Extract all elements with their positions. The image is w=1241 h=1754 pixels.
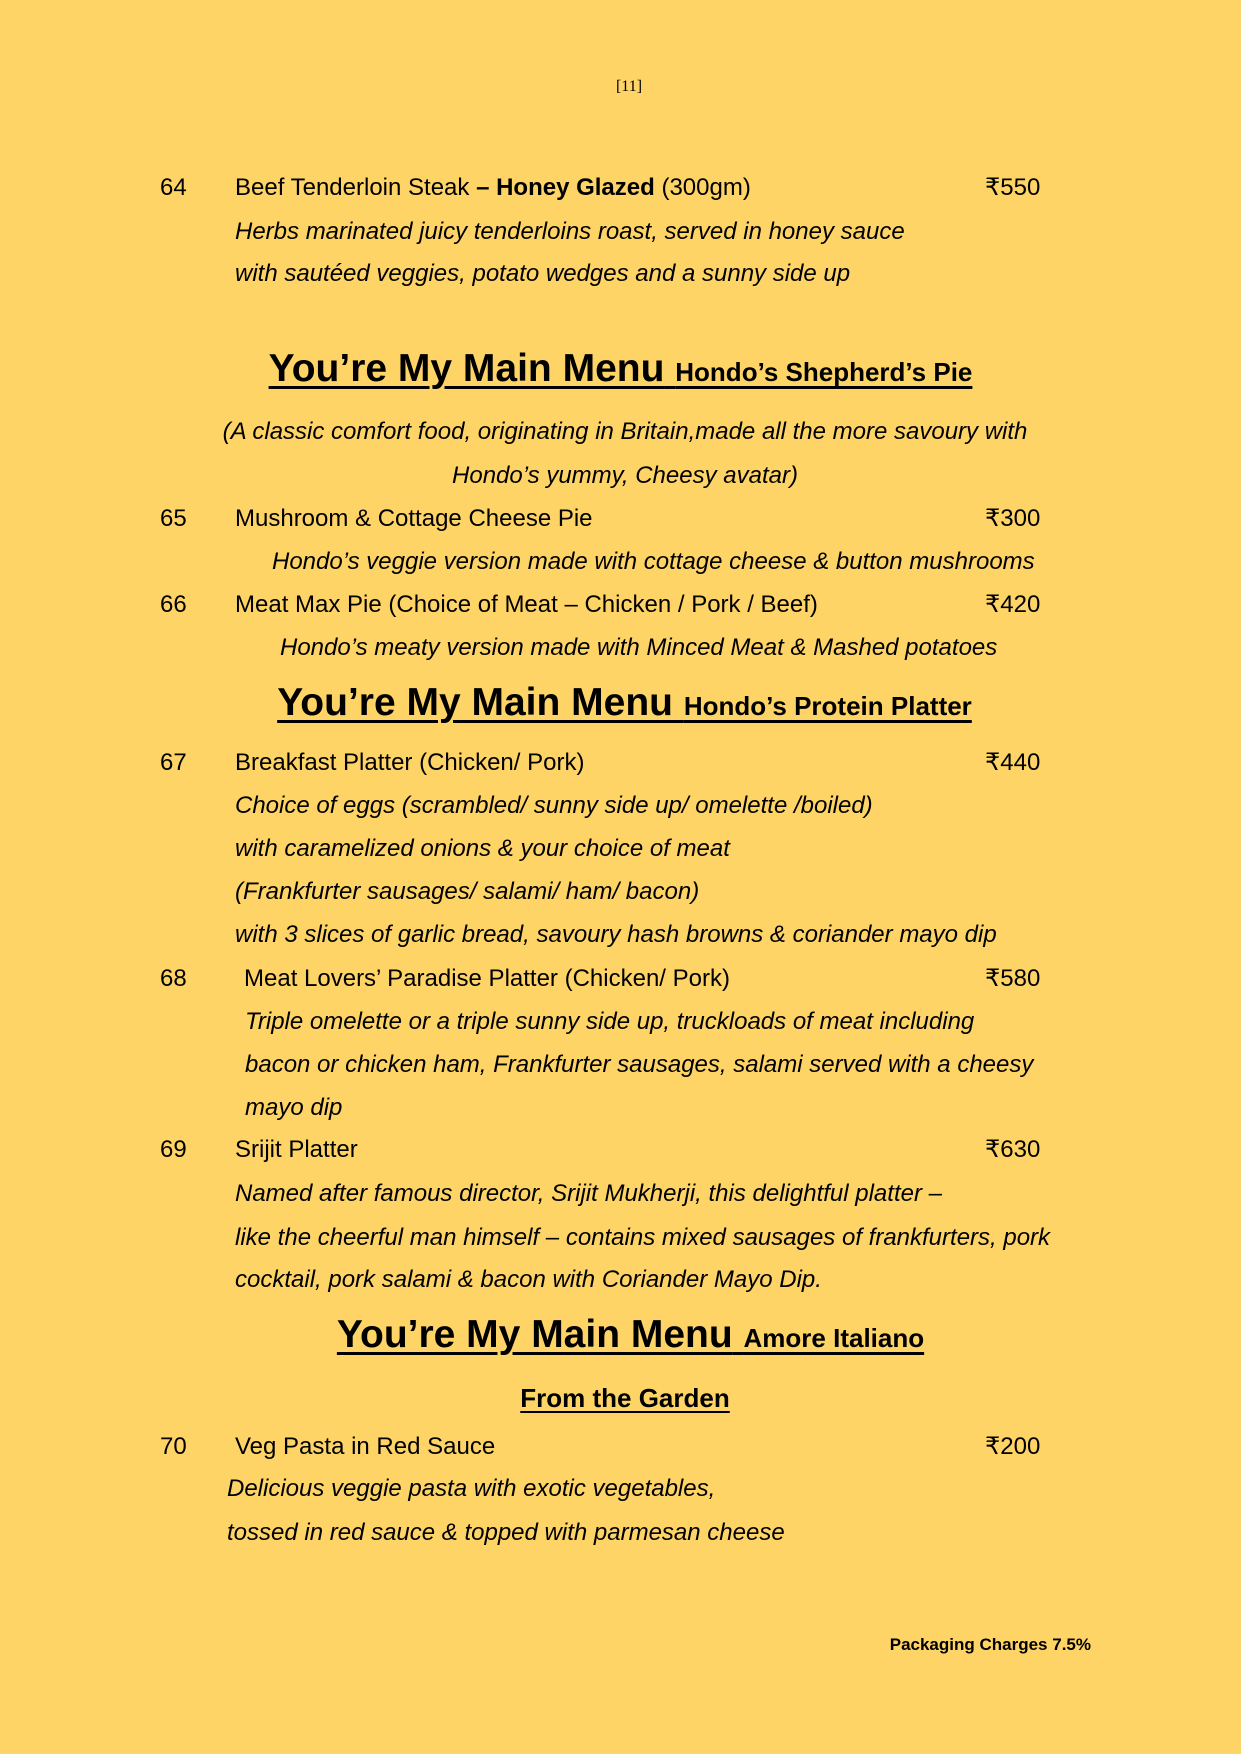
item-description: (Frankfurter sausages/ salami/ ham/ bacon) <box>235 878 700 905</box>
section-heading <box>0 345 1241 396</box>
item-description: Choice of eggs (scrambled/ sunny side up/ omelette /boiled) <box>235 792 873 819</box>
item-description: with sautéed veggies, potato wedges and a sunny side up <box>235 260 851 287</box>
item-description: tossed in red sauce & topped with parmesan cheese <box>227 1519 785 1546</box>
section-title: You’re My Main Menu <box>277 681 673 724</box>
item-description: cocktail, pork salami & bacon with Coriander Mayo Dip. <box>235 1266 822 1293</box>
item-price: ₹550 <box>985 174 1041 201</box>
section-intro: Hondo’s yummy, Cheesy avatar) <box>452 462 798 489</box>
item-number: 67 <box>160 749 187 776</box>
item-name: Breakfast Platter (Chicken/ Pork) <box>235 749 585 776</box>
item-description: with 3 slices of garlic bread, savoury hash browns & coriander mayo dip <box>235 921 997 948</box>
item-description: with caramelized onions & your choice of meat <box>235 835 730 862</box>
item-number: 70 <box>160 1433 187 1460</box>
item-name: Veg Pasta in Red Sauce <box>235 1433 496 1460</box>
item-price: ₹420 <box>985 591 1041 618</box>
subsection-heading: From the Garden <box>520 1383 730 1413</box>
item-name: Mushroom & Cottage Cheese Pie <box>235 505 593 532</box>
section-title: You’re My Main Menu <box>268 347 665 390</box>
item-name: Srijit Platter <box>235 1136 358 1163</box>
item-number: 66 <box>160 591 187 618</box>
section-subtitle: Amore Italiano <box>743 1323 925 1353</box>
item-description: Hondo’s veggie version made with cottage cheese & button mushrooms <box>272 548 1035 575</box>
item-description: Herbs marinated juicy tenderloins roast, served in honey sauce <box>235 218 905 245</box>
section-subtitle: Hondo’s Protein Platter <box>683 691 972 721</box>
section-heading <box>10 1311 1241 1362</box>
item-number: 68 <box>160 965 187 992</box>
page-number: [11] <box>615 78 643 95</box>
item-price: ₹580 <box>985 965 1041 992</box>
item-description: bacon or chicken ham, Frankfurter sausages, salami served with a cheesy <box>245 1051 1034 1078</box>
packaging-charges-note: Packaging Charges 7.5% <box>889 1635 1091 1654</box>
item-price: ₹200 <box>985 1433 1041 1460</box>
section-subtitle: Hondo’s Shepherd’s Pie <box>675 357 973 387</box>
item-price: ₹630 <box>985 1136 1041 1163</box>
section-intro: (A classic comfort food, originating in Britain,made all the more savoury with <box>222 418 1028 445</box>
item-name: Meat Lovers’ Paradise Platter (Chicken/ Pork) <box>244 965 730 992</box>
item-price: ₹300 <box>985 505 1041 532</box>
item-name-part: Beef Tenderloin Steak <box>235 174 477 201</box>
item-price: ₹440 <box>985 749 1041 776</box>
item-number: 64 <box>160 174 187 201</box>
item-description: Hondo’s meaty version made with Minced Meat & Mashed potatoes <box>280 634 998 661</box>
item-description: like the cheerful man himself – contains mixed sausages of frankfurters, pork <box>235 1224 1051 1251</box>
item-name-bold: – Honey Glazed <box>476 174 655 201</box>
item-description: mayo dip <box>245 1094 343 1121</box>
item-weight: (300gm) <box>654 174 751 201</box>
item-number: 65 <box>160 505 187 532</box>
item-description: Delicious veggie pasta with exotic vegetables, <box>227 1475 716 1502</box>
section-heading <box>4 679 1241 730</box>
item-name <box>235 173 751 203</box>
section-title: You’re My Main Menu <box>336 1313 733 1356</box>
item-name: Meat Max Pie (Choice of Meat – Chicken / Pork / Beef) <box>235 591 818 618</box>
item-description: Named after famous director, Srijit Mukherji, this delightful platter – <box>235 1180 942 1207</box>
item-description: Triple omelette or a triple sunny side up, truckloads of meat including <box>245 1008 975 1035</box>
item-number: 69 <box>160 1136 187 1163</box>
